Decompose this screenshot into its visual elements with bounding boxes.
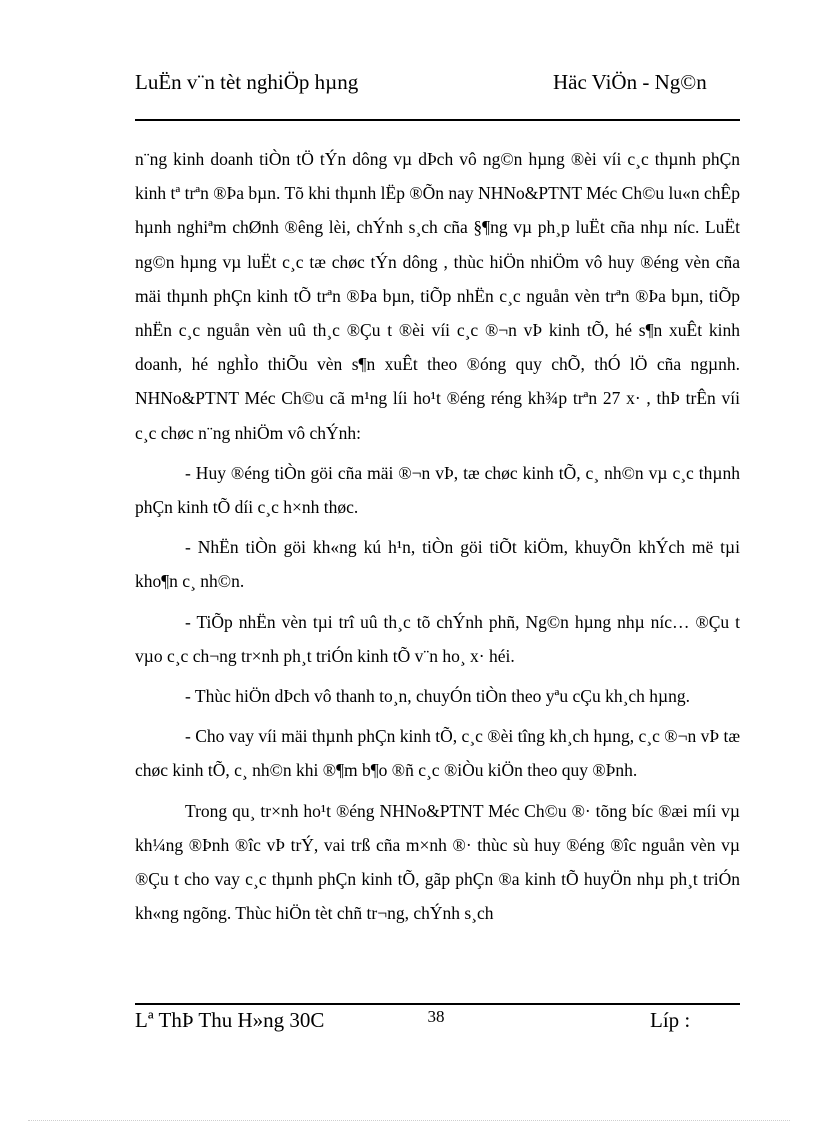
paragraph-1: n¨ng kinh doanh tiÒn tÖ tÝn dông vµ dÞch vô ng©n hµng ®èi víi c¸c thµnh phÇn kinh tª trªn ®Þa bµn. Tõ khi thµnh lËp ®Õn nay NHNo&PTNT Méc Ch©u lu«n chÊp hµnh nghiªm chØnh ®êng lèi, chÝnh s¸ch cña §¶ng vµ ph¸p luËt cña nhµ níc. LuËt ng©n hµng vµ luËt c¸c tæ chøc tÝn dông , thùc hiÖn nhiÖm vô huy ®éng vèn cña mäi thµnh phÇn kinh tÕ trªn ®Þa bµn, tiÕp nhËn c¸c nguån vèn trªn ®Þa bµn, tiÕp nhËn c¸c nguån vèn uû th¸c ®Çu t ®èi víi c¸c ®¬n vÞ kinh tÕ, hé s¶n xuÊt kinh doanh, hé nghÌo thiÕu vèn s¶n xuÊt theo ®óng quy chÕ, thÓ lÖ cña ngµnh. NHNo&PTNT Méc Ch©u cã m¹ng líi ho¹t ®éng réng kh¾p trªn 27 x· , thÞ trÊn víi c¸c chøc n¨ng nhiÖm vô chÝnh: xyxy=(135,149,740,443)
body-text xyxy=(135,142,740,930)
footer-divider xyxy=(135,1003,740,1005)
footer-author: Lª ThÞ Thu H»ng 30C xyxy=(135,1008,325,1032)
paragraph-5: - Thùc hiÖn dÞch vô thanh to¸n, chuyÓn tiÒn theo yªu cÇu kh¸ch hµng. xyxy=(185,686,691,707)
page-edge-dotted-line xyxy=(28,1120,790,1121)
paragraph-3: - NhËn tiÒn göi kh«ng kú h¹n, tiÒn göi tiÕt kiÖm, khuyÕn khÝch më tµi kho¶n c¸ nh©n. xyxy=(135,537,740,592)
page-number: 38 xyxy=(427,1007,445,1026)
header-divider xyxy=(135,119,740,121)
header-institution: Häc ViÖn - Ng©n xyxy=(553,70,707,94)
footer-class: Líp : xyxy=(650,1008,691,1032)
paragraph-4: - TiÕp nhËn vèn tµi trî uû th¸c tõ chÝnh phñ, Ng©n hµng nhµ níc… ®Çu t vµo c¸c ch¬ng tr×nh ph¸t triÓn kinh tÕ v¨n ho¸ x· héi. xyxy=(135,611,740,666)
paragraph-6: - Cho vay víi mäi thµnh phÇn kinh tÕ, c¸c ®èi tîng kh¸ch hµng, c¸c ®¬n vÞ tæ chøc kinh tÕ, c¸ nh©n khi ®¶m b¶o ®ñ c¸c ®iÒu kiÖn theo quy ®Þnh. xyxy=(135,726,740,781)
header-thesis-title: LuËn v¨n tèt nghiÖp hµng xyxy=(135,70,359,94)
paragraph-2: - Huy ®éng tiÒn göi cña mäi ®¬n vÞ, tæ chøc kinh tÕ, c¸ nh©n vµ c¸c thµnh phÇn kinh tÕ díi c¸c h×nh thøc. xyxy=(135,462,740,518)
paragraph-7: Trong qu¸ tr×nh ho¹t ®éng NHNo&PTNT Méc Ch©u ®· tõng bíc ®æi míi vµ kh¼ng ®Þnh ®îc vÞ trÝ, vai trß cña m×nh ®· thùc sù huy ®éng ®îc nguån vèn vµ ®Çu t cho vay c¸c thµnh phÇn kinh tÕ, gãp phÇn ®a kinh tÕ huyÖn nhµ ph¸t triÓn kh«ng ngõng. Thùc hiÖn tèt chñ tr¬ng, chÝnh s¸ch xyxy=(135,800,740,924)
